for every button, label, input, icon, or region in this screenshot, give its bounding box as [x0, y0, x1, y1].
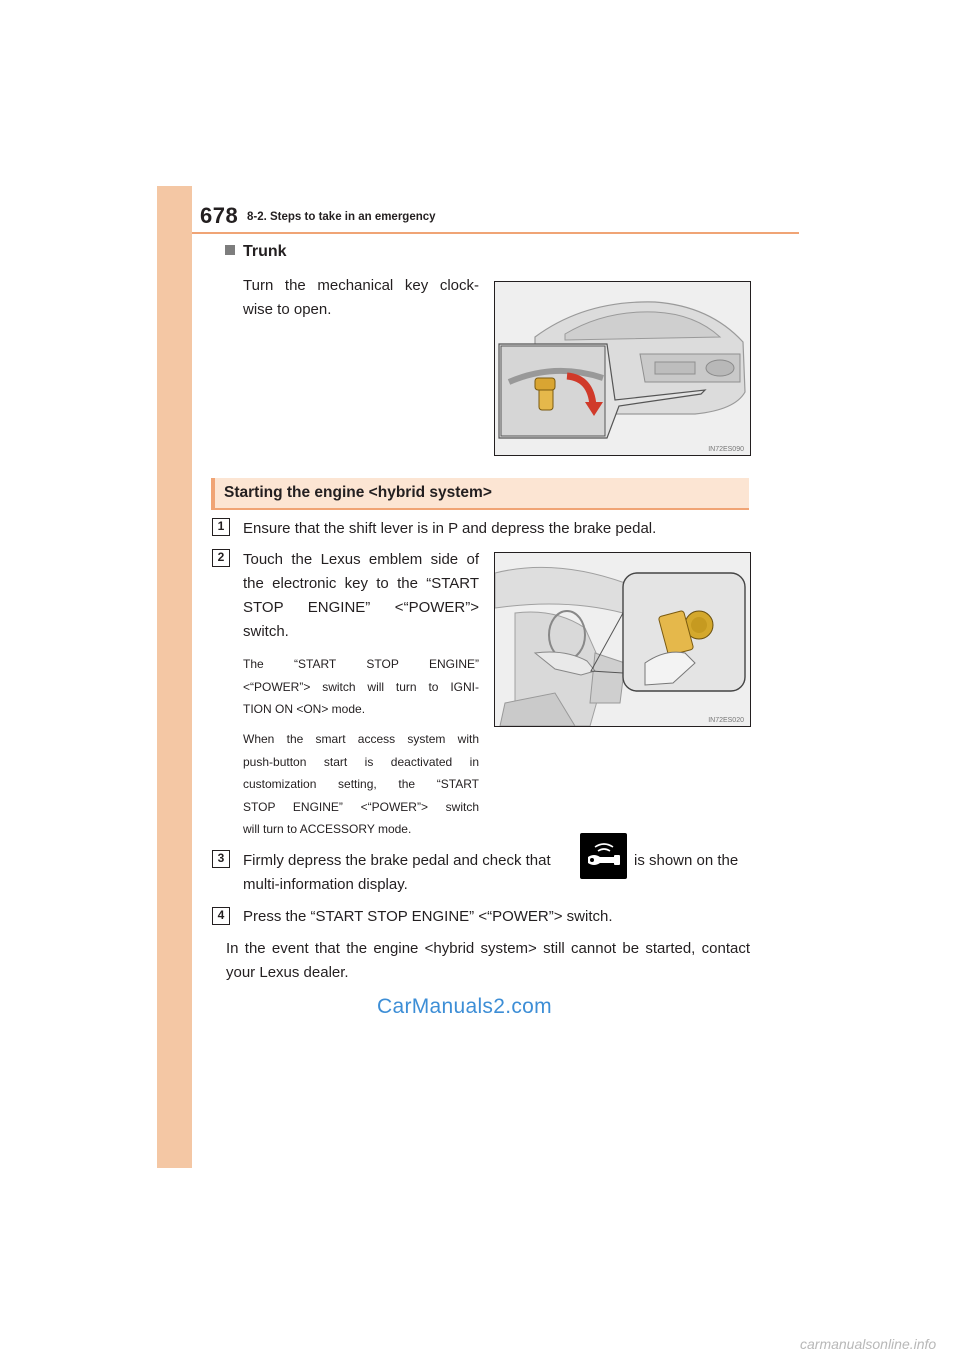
watermark: CarManuals2.com [377, 995, 552, 1018]
step-number-4: 4 [212, 907, 230, 925]
step-4-text: Press the “START STOP ENGINE” <“POWER”> switch. [243, 908, 613, 925]
key-indicator-icon [580, 833, 627, 879]
section-banner [211, 478, 749, 510]
key-touch-illustration [494, 552, 751, 727]
figure-code: IN72ES020 [708, 717, 744, 724]
trunk-heading: Trunk [225, 243, 287, 261]
step-number-1: 1 [212, 518, 230, 536]
trunk-instruction: Turn the mechanical key clock- wise to open. [243, 277, 479, 318]
footer-watermark: carmanualsonline.info [800, 1336, 937, 1352]
section-label: 8-2. Steps to take in an emergency [247, 211, 436, 223]
square-bullet-icon [225, 245, 235, 255]
page-number: 678 [200, 203, 239, 228]
step-number-3: 3 [212, 850, 230, 868]
side-tab-strip [157, 186, 192, 1168]
closing-text: In the event that the engine <hybrid system> still cannot be started, contact your Lexus dealer. [226, 940, 750, 981]
step-3-text-before: Firmly depress the brake pedal and check that [243, 852, 551, 869]
figure-code: IN72ES090 [708, 446, 744, 453]
step-2-text: Touch the Lexus emblem side of the electronic key to the “START STOP ENGINE” <“POWER”> switch. [243, 551, 479, 640]
section-title: Starting the engine <hybrid system> [224, 484, 492, 501]
step-number-2: 2 [212, 549, 230, 567]
header-divider [192, 232, 799, 234]
step-3-text-after: is shown on the [634, 852, 739, 869]
step-1-text: Ensure that the shift lever is in P and depress the brake pedal. [243, 520, 657, 537]
step-3-line-2: multi-information display. [243, 876, 408, 893]
step-2-note-2: When the smart access system with push-button start is deactivated in customization setting, the “START STOP ENGINE” <“POWER”> switch will turn to ACCESSORY mode. [243, 732, 479, 836]
step-2-note-1: The “START STOP ENGINE” <“POWER”> switch will turn to IGNI- TION ON <ON> mode. [243, 657, 479, 716]
trunk-key-illustration [494, 281, 751, 456]
